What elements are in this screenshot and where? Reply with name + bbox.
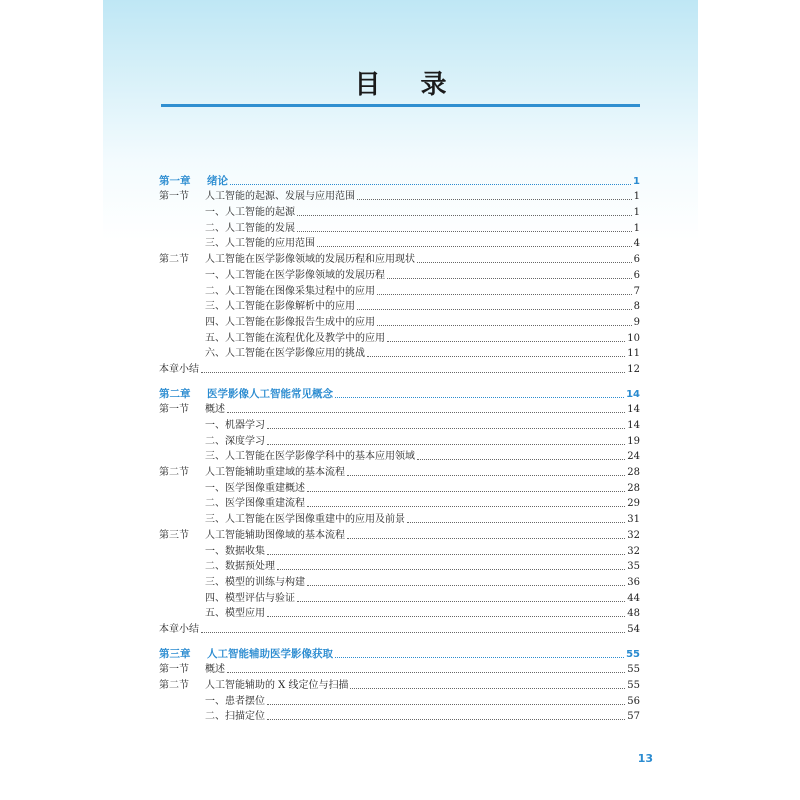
entry-page: 1 bbox=[633, 207, 640, 219]
dot-leader bbox=[377, 293, 632, 295]
dot-leader bbox=[297, 230, 632, 232]
dot-leader bbox=[227, 411, 625, 413]
section-number: 第二节 bbox=[159, 254, 189, 266]
entry-page: 57 bbox=[627, 711, 640, 723]
entry-label bbox=[159, 665, 225, 675]
toc-section-entry[interactable] bbox=[159, 187, 640, 203]
toc-subsection-entry[interactable] bbox=[159, 447, 640, 463]
subsection-title: 一、人工智能的起源 bbox=[205, 207, 295, 219]
entry-page: 14 bbox=[627, 420, 640, 431]
section-title: 本章小结 bbox=[159, 363, 199, 375]
entry-label bbox=[159, 421, 265, 431]
dot-leader bbox=[387, 277, 632, 279]
dot-leader bbox=[227, 671, 625, 673]
entry-label bbox=[159, 437, 265, 447]
entry-label bbox=[159, 499, 305, 509]
subsection-title: 一、医学图像重建概述 bbox=[205, 482, 305, 494]
entry-page: 1 bbox=[633, 222, 640, 234]
entry-page: 55 bbox=[627, 680, 640, 691]
entry-page: 8 bbox=[633, 301, 640, 313]
dot-leader bbox=[297, 214, 632, 216]
section-title: 本章小结 bbox=[159, 623, 199, 635]
entry-page: 31 bbox=[627, 514, 640, 526]
entry-label bbox=[159, 405, 225, 415]
dot-leader bbox=[297, 600, 625, 602]
chapter-page: 14 bbox=[626, 388, 640, 400]
subsection-title: 三、人工智能的应用范围 bbox=[205, 238, 315, 250]
book-page bbox=[103, 0, 698, 800]
chapter-page: 55 bbox=[626, 648, 640, 660]
entry-page: 10 bbox=[627, 332, 640, 344]
subsection-title: 三、人工智能在影像解析中的应用 bbox=[205, 301, 355, 313]
toc-subsection-entry[interactable] bbox=[159, 234, 640, 250]
entry-label bbox=[159, 578, 305, 588]
section-number: 第三节 bbox=[159, 529, 189, 541]
subsection-title: 三、模型的训练与构建 bbox=[205, 576, 305, 588]
section-title: 概述 bbox=[205, 404, 225, 416]
entry-page: 44 bbox=[627, 592, 640, 604]
page-margin-right bbox=[698, 0, 800, 800]
dot-leader bbox=[317, 245, 632, 247]
chapter-page: 1 bbox=[633, 175, 640, 187]
toc-subsection-entry[interactable] bbox=[159, 265, 640, 281]
subsection-title: 五、人工智能在流程优化及教学中的应用 bbox=[205, 332, 385, 344]
entry-page: 6 bbox=[633, 254, 640, 266]
chapter-label bbox=[159, 176, 228, 187]
section-title: 人工智能辅助图像域的基本流程 bbox=[205, 529, 345, 541]
toc-subsection-entry[interactable] bbox=[159, 541, 640, 557]
entry-label bbox=[159, 697, 265, 707]
entry-page: 24 bbox=[627, 451, 640, 463]
toc-section-entry[interactable] bbox=[159, 619, 640, 635]
dot-leader bbox=[201, 631, 625, 633]
entry-label bbox=[159, 484, 305, 494]
page-number: 13 bbox=[637, 752, 653, 765]
entry-page: 29 bbox=[627, 498, 640, 510]
entry-page: 32 bbox=[627, 545, 640, 557]
entry-label bbox=[159, 562, 275, 572]
section-title: 人工智能在医学影像领域的发展历程和应用现状 bbox=[205, 254, 415, 266]
toc-subsection-entry[interactable] bbox=[159, 281, 640, 297]
dot-leader bbox=[335, 656, 624, 658]
entry-page: 36 bbox=[627, 576, 640, 588]
entry-label bbox=[159, 271, 385, 281]
entry-label bbox=[159, 334, 385, 344]
dot-leader bbox=[277, 568, 625, 570]
entry-label bbox=[159, 255, 415, 265]
entry-label bbox=[159, 515, 405, 525]
entry-label bbox=[159, 287, 375, 297]
page-margin-left bbox=[0, 0, 103, 800]
dot-leader bbox=[230, 183, 631, 185]
toc-chapter-entry[interactable] bbox=[159, 644, 640, 660]
dot-leader bbox=[267, 443, 625, 445]
toc-section-entry[interactable] bbox=[159, 359, 640, 375]
toc-subsection-entry[interactable] bbox=[159, 707, 640, 723]
entry-page: 28 bbox=[627, 467, 640, 479]
dot-leader bbox=[307, 490, 625, 492]
toc-subsection-entry[interactable] bbox=[159, 494, 640, 510]
dot-leader bbox=[417, 458, 625, 460]
toc-subsection-entry[interactable] bbox=[159, 588, 640, 604]
entry-label bbox=[159, 349, 365, 359]
subsection-title: 一、患者摆位 bbox=[205, 695, 265, 707]
toc-subsection-entry[interactable] bbox=[159, 297, 640, 313]
toc-subsection-entry[interactable] bbox=[159, 691, 640, 707]
dot-leader bbox=[367, 355, 625, 357]
section-title: 人工智能辅助重建域的基本流程 bbox=[205, 467, 345, 479]
section-number: 第二节 bbox=[159, 467, 189, 479]
dot-leader bbox=[267, 615, 625, 617]
chapter-label bbox=[159, 389, 333, 400]
toc-subsection-entry[interactable] bbox=[159, 604, 640, 620]
subsection-title: 一、数据收集 bbox=[205, 545, 265, 557]
chapter-title: 绪论 bbox=[207, 175, 228, 188]
chapter-gap bbox=[159, 635, 640, 644]
entry-page: 56 bbox=[627, 695, 640, 707]
entry-label bbox=[159, 239, 315, 249]
dot-leader bbox=[267, 427, 625, 429]
section-number: 第一节 bbox=[159, 404, 189, 416]
toc-subsection-entry[interactable] bbox=[159, 312, 640, 328]
toc-subsection-entry[interactable] bbox=[159, 202, 640, 218]
entry-label bbox=[159, 468, 345, 478]
entry-page: 4 bbox=[633, 238, 640, 250]
entry-page: 32 bbox=[627, 529, 640, 541]
dot-leader bbox=[335, 396, 624, 398]
entry-label bbox=[159, 712, 265, 722]
entry-page: 6 bbox=[633, 269, 640, 281]
dot-leader bbox=[307, 505, 625, 507]
section-title: 概述 bbox=[205, 664, 225, 676]
chapter-title: 医学影像人工智能常见概念 bbox=[207, 388, 333, 401]
toc-section-entry[interactable] bbox=[159, 249, 640, 265]
subsection-title: 二、深度学习 bbox=[205, 435, 265, 447]
entry-label bbox=[159, 531, 345, 541]
dot-leader bbox=[350, 687, 625, 689]
subsection-title: 一、人工智能在医学影像领域的发展历程 bbox=[205, 269, 385, 281]
dot-leader bbox=[347, 474, 625, 476]
subsection-title: 一、机器学习 bbox=[205, 420, 265, 431]
toc-section-entry[interactable] bbox=[159, 400, 640, 416]
toc-subsection-entry[interactable] bbox=[159, 509, 640, 525]
entry-page: 19 bbox=[627, 435, 640, 447]
dot-leader bbox=[387, 340, 625, 342]
dot-leader bbox=[267, 718, 625, 720]
toc-section-entry[interactable] bbox=[159, 462, 640, 478]
chapter-gap bbox=[159, 375, 640, 384]
subsection-title: 二、扫描定位 bbox=[205, 711, 265, 723]
subsection-title: 六、人工智能在医学影像应用的挑战 bbox=[205, 348, 365, 360]
entry-label bbox=[159, 609, 265, 619]
dot-leader bbox=[377, 324, 632, 326]
toc-subsection-entry[interactable] bbox=[159, 478, 640, 494]
entry-page: 7 bbox=[633, 285, 640, 297]
dot-leader bbox=[357, 198, 632, 200]
toc-subsection-entry[interactable] bbox=[159, 328, 640, 344]
toc-subsection-entry[interactable] bbox=[159, 557, 640, 573]
dot-leader bbox=[407, 521, 625, 523]
toc-subsection-entry[interactable] bbox=[159, 572, 640, 588]
toc-subsection-entry[interactable] bbox=[159, 218, 640, 234]
entry-page: 1 bbox=[633, 191, 640, 203]
dot-leader bbox=[347, 537, 625, 539]
chapter-title: 人工智能辅助医学影像获取 bbox=[207, 648, 333, 661]
dot-leader bbox=[307, 584, 625, 586]
chapter-number: 第二章 bbox=[159, 388, 191, 401]
subsection-title: 三、人工智能在医学影像学科中的基本应用领域 bbox=[205, 451, 415, 463]
toc-subsection-entry[interactable] bbox=[159, 431, 640, 447]
entry-label bbox=[159, 208, 295, 218]
entry-page: 9 bbox=[633, 316, 640, 328]
toc-section-entry[interactable] bbox=[159, 525, 640, 541]
title-rule bbox=[161, 104, 640, 107]
dot-leader bbox=[357, 308, 632, 310]
entry-label bbox=[159, 547, 265, 557]
section-number: 第一节 bbox=[159, 664, 189, 676]
entry-page: 28 bbox=[627, 482, 640, 494]
chapter-label bbox=[159, 649, 333, 660]
entry-label bbox=[159, 365, 199, 375]
entry-page: 55 bbox=[627, 664, 640, 676]
subsection-title: 二、医学图像重建流程 bbox=[205, 498, 305, 510]
entry-page: 12 bbox=[627, 363, 640, 375]
dot-leader bbox=[267, 553, 625, 555]
section-title: 人工智能的起源、发展与应用范围 bbox=[205, 191, 355, 203]
chapter-number: 第三章 bbox=[159, 648, 191, 661]
toc-section-entry[interactable] bbox=[159, 675, 640, 691]
entry-label bbox=[159, 302, 355, 312]
entry-label bbox=[159, 224, 295, 234]
entry-label bbox=[159, 192, 355, 202]
dot-leader bbox=[267, 703, 625, 705]
section-number: 第二节 bbox=[159, 680, 189, 691]
subsection-title: 四、模型评估与验证 bbox=[205, 592, 295, 604]
dot-leader bbox=[201, 371, 625, 373]
toc-section-entry[interactable] bbox=[159, 660, 640, 676]
table-of-contents bbox=[159, 171, 640, 722]
toc-chapter-entry[interactable] bbox=[159, 171, 640, 187]
entry-page: 48 bbox=[627, 608, 640, 620]
dot-leader bbox=[417, 261, 632, 263]
section-title: 人工智能辅助的 X 线定位与扫描 bbox=[205, 680, 349, 691]
subsection-title: 四、人工智能在影像报告生成中的应用 bbox=[205, 316, 375, 328]
entry-label bbox=[159, 681, 348, 691]
entry-page: 11 bbox=[627, 348, 640, 360]
page-title: 目录 bbox=[354, 70, 487, 100]
subsection-title: 二、人工智能的发展 bbox=[205, 222, 295, 234]
entry-label bbox=[159, 452, 415, 462]
toc-chapter-entry[interactable] bbox=[159, 384, 640, 400]
entry-page: 35 bbox=[627, 561, 640, 573]
entry-page: 14 bbox=[627, 404, 640, 416]
section-number: 第一节 bbox=[159, 191, 189, 203]
entry-label bbox=[159, 594, 295, 604]
toc-subsection-entry[interactable] bbox=[159, 344, 640, 360]
entry-label bbox=[159, 625, 199, 635]
subsection-title: 二、人工智能在图像采集过程中的应用 bbox=[205, 285, 375, 297]
subsection-title: 三、人工智能在医学图像重建中的应用及前景 bbox=[205, 514, 405, 526]
subsection-title: 五、模型应用 bbox=[205, 608, 265, 620]
chapter-number: 第一章 bbox=[159, 175, 191, 188]
entry-label bbox=[159, 318, 375, 328]
entry-page: 54 bbox=[627, 623, 640, 635]
toc-subsection-entry[interactable] bbox=[159, 415, 640, 431]
subsection-title: 二、数据预处理 bbox=[205, 561, 275, 573]
